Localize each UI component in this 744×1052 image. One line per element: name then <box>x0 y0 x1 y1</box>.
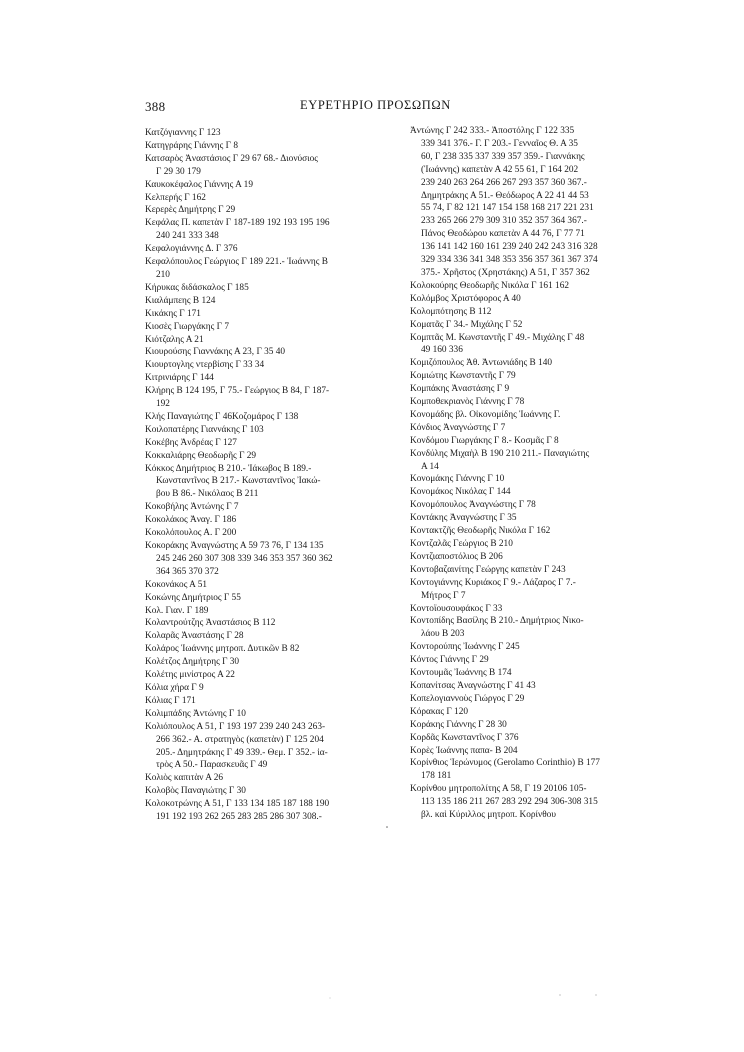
index-entry <box>410 577 655 603</box>
index-entry-line: Κολαρᾶς Ἀναστάσης Γ 28 <box>145 631 244 642</box>
index-entry-continuation: (Ἰωάννης) καπετὰν Α 42 55 61, Γ 164 202 <box>421 164 579 175</box>
index-entry-continuation: 240 241 333 348 <box>156 231 219 242</box>
index-entry <box>145 127 400 140</box>
index-entry-line: Κορὲς Ἰωάννης παπα- Β 204 <box>410 745 518 756</box>
index-entry-continuation: 205.- Δημητράκης Γ 49 339.- Θεμ. Γ 352.- ἰα- <box>156 747 328 758</box>
index-entry <box>145 140 400 153</box>
index-entry <box>145 656 400 669</box>
index-entry-line: Κατσαρὸς Ἀναστάσιος Γ 29 67 68.- Διονύσιος <box>145 153 318 164</box>
index-entry <box>410 538 655 551</box>
index-entry <box>145 359 400 372</box>
running-title: ΕΥΡΕΤΗΡΙΟ ΠΡΟΣΩΠΩΝ <box>300 98 451 112</box>
index-entry-line: Κοκονάκος Α 51 <box>145 579 208 590</box>
index-entry <box>410 680 655 693</box>
index-entry-line: Κομιώτης Κωνσταντῆς Γ 79 <box>410 371 516 382</box>
index-entry-line: Κιουρτογλης ντερβίσης Γ 33 34 <box>145 360 265 371</box>
index-entry-continuation: 178 181 <box>421 771 452 782</box>
index-entry <box>145 630 400 643</box>
index-entry <box>145 514 400 527</box>
index-entry-line: Κοκκαλιάρης Θεοδωρῆς Γ 29 <box>145 450 257 461</box>
index-entry-continuation: Μήτρος Γ 7 <box>421 590 466 601</box>
index-entry <box>410 745 655 758</box>
index-entry-continuation: 339 341 376.- Γ. Γ 203.- Γενναῖος Θ. Α 35 <box>421 138 578 149</box>
index-entry-continuation: 266 362.- Α. στρατηγὸς (καπετὰν) Γ 125 204 <box>156 734 324 745</box>
page-number: 388 <box>145 99 166 114</box>
index-entry-line: Κοπελογιαννοὺς Γιώργος Γ 29 <box>410 693 525 704</box>
index-entry <box>145 785 400 798</box>
index-entry-line: Κονδόμου Γιωργάκης Γ 8.- Κοσμᾶς Γ 8 <box>410 435 559 446</box>
index-entry-line: Κορίνθιος Ἱερώνυμος (Gerolamo Corinthio) Β 177 <box>410 758 600 769</box>
index-entry-line: Κοντάκης Ἀναγνώστης Γ 35 <box>410 513 517 524</box>
index-entry-continuation: βλ. καὶ Κύριλλος μητροπ. Κορίνθου <box>421 810 556 821</box>
index-entry <box>145 540 400 579</box>
index-entry-line: Κήρυκας διδάσκαλος Γ 185 <box>145 282 249 293</box>
index-entry <box>145 592 400 605</box>
index-entry-line: Κόκκος Δημήτριος Β 210.- Ἰάκωβος Β 189.- <box>145 463 312 474</box>
index-entry-line: Κελπερής Γ 162 <box>145 192 206 203</box>
index-entry-continuation: 49 160 336 <box>421 345 463 356</box>
index-entry-line: Κοκέβης Ἀνδρέας Γ 127 <box>145 437 237 448</box>
index-entry <box>145 643 400 656</box>
index-entry-continuation: Κωνσταντῖνος Β 217.- Κωνσταντῖνος Ἰακώ- <box>156 476 321 487</box>
index-entry <box>410 319 655 332</box>
scan-speck <box>330 998 331 999</box>
index-entry-continuation: 113 135 186 211 267 283 292 294 306-308 315 <box>421 797 598 808</box>
index-entry-line: Κολομπότησης Β 112 <box>410 306 492 317</box>
index-entry <box>410 422 655 435</box>
index-entry <box>145 179 400 192</box>
index-entry-line: Κλήρης Β 124 195, Γ 75.- Γεώργιος Β 84, Γ 187- <box>145 386 330 397</box>
index-entry-line: Κιότζαλης Α 21 <box>145 334 204 345</box>
index-entry-line: Κοντοπίδης Βασίλης Β 210.- Δημήτριος Νικο- <box>410 616 584 627</box>
index-entry-continuation: λάου Β 203 <box>421 629 465 640</box>
index-entry <box>410 486 655 499</box>
index-column-left <box>145 127 400 824</box>
index-entry-line: Κομποθεκριανὸς Γιάννης Γ 78 <box>410 397 525 408</box>
index-entry <box>145 411 400 424</box>
index-entry <box>410 603 655 616</box>
index-entry-line: Κεφαλόπουλος Γεώργιος Γ 189 221.- Ἰωάννης Β <box>145 257 328 268</box>
index-entry <box>145 501 400 514</box>
index-entry <box>410 512 655 525</box>
index-entry <box>410 719 655 732</box>
index-entry-line: Κολοκούρης Θεοδωρῆς Νικόλα Γ 161 162 <box>410 280 569 291</box>
scan-speck <box>559 994 560 995</box>
index-entry <box>410 435 655 448</box>
index-entry-line: Κολοκοτρώνης Α 51, Γ 133 134 185 187 188 190 <box>145 799 330 810</box>
index-entry-line: Κολέτζος Δημήτρης Γ 30 <box>145 657 240 668</box>
index-entry <box>145 424 400 437</box>
index-entry <box>410 564 655 577</box>
index-entry <box>410 551 655 564</box>
index-entry-continuation: Δημητράκης Α 51.- Θεόδωρος Α 22 41 44 53 <box>421 190 589 201</box>
index-entry-line: Κόνδιος Ἀναγνώστης Γ 7 <box>410 422 506 433</box>
index-entry <box>410 654 655 667</box>
index-entry-line: Κολάρος Ἰωάννης μητροπ. Δυτικῶν Β 82 <box>145 644 300 655</box>
index-entry <box>410 757 655 783</box>
index-entry-line: Κοκολάκος Ἀναγ. Γ 186 <box>145 515 237 526</box>
index-entry-line: Κόρακας Γ 120 <box>410 706 468 717</box>
index-entry <box>145 617 400 630</box>
index-entry <box>410 332 655 358</box>
index-entry <box>145 295 400 308</box>
index-entry-continuation: 245 246 260 307 308 339 346 353 357 360 362 <box>156 553 333 564</box>
index-entry-line: Κολέτης μινίστρος Α 22 <box>145 670 235 681</box>
index-entry-line: Κολιμπάδης Ἀντώνης Γ 10 <box>145 708 246 719</box>
index-entry <box>145 527 400 540</box>
index-entry <box>410 667 655 680</box>
index-entry-line: Κοντακτζῆς Θεοδωρῆς Νικόλα Γ 162 <box>410 526 551 537</box>
index-entry <box>410 370 655 383</box>
index-entry-line: Κοπανίτσας Ἀναγνώστης Γ 41 43 <box>410 680 536 691</box>
index-entry <box>145 682 400 695</box>
index-entry <box>410 383 655 396</box>
index-entry-line: Κομπτᾶς Μ. Κωνσταντῆς Γ 49.- Μιχάλης Γ 48 <box>410 332 585 343</box>
index-entry-line: Κεφαλογιάννης Δ. Γ 376 <box>145 244 238 255</box>
index-entry-line: Κονομάκης Γιάννης Γ 10 <box>410 474 505 485</box>
index-entry <box>410 615 655 641</box>
index-entry-continuation: 233 265 266 279 309 310 352 357 364 367.- <box>421 216 587 227</box>
index-entry-line: Κιτρινιάρης Γ 144 <box>145 373 214 384</box>
index-entry-line: Κοντζαλᾶς Γεώργιος Β 210 <box>410 539 513 549</box>
index-entry <box>145 708 400 721</box>
index-entry <box>145 217 400 243</box>
index-column-right <box>410 125 655 822</box>
index-entry-line: Κομιζόπουλος Ἀθ. Ἀντωνιάδης Β 140 <box>410 358 552 369</box>
index-entry <box>145 321 400 334</box>
index-entry-line: Κοκοβήλης Ἀντώνης Γ 7 <box>145 502 239 513</box>
index-entry-continuation: 191 192 193 262 265 283 285 286 307 308.- <box>156 812 322 823</box>
index-entry-line: Ἀντώνης Γ 242 333.- Ἀποστόλης Γ 122 335 <box>410 126 575 136</box>
index-entry-line: Κοιλοπατέρης Γιαννάκης Γ 103 <box>145 424 264 435</box>
index-entry-continuation: 192 <box>156 399 170 410</box>
index-entry-line: Κοματᾶς Γ 34.- Μιχάλης Γ 52 <box>410 319 523 330</box>
index-entry-line: Κονομάδης βλ. Οἰκονομίδης Ἰωάννης Γ. <box>410 409 561 420</box>
index-entry-line: Κιουρούσης Γιαννάκης Α 23, Γ 35 40 <box>145 347 286 358</box>
index-entry-line: Κολιόπουλος Α 51, Γ 193 197 239 240 243 263- <box>145 721 326 732</box>
index-entry-line: Κονομόπουλος Ἀναγνώστης Γ 78 <box>410 500 536 511</box>
index-entry-line: Κολόμβος Χριστόφορος Α 40 <box>410 293 521 304</box>
index-entry <box>410 473 655 486</box>
index-entry-line: Κοκολόπουλος Α. Γ 200 <box>145 528 237 539</box>
index-entry <box>145 463 400 502</box>
index-entry-line: Κοντζιαποστόλιος Β 206 <box>410 551 503 562</box>
index-entry-continuation: Γ 29 30 179 <box>156 166 201 177</box>
index-entry <box>410 706 655 719</box>
index-entry-continuation: 55 74, Γ 82 121 147 154 158 168 217 221 231 <box>421 203 594 214</box>
index-entry <box>410 280 655 293</box>
index-entry-line: Κομπάκης Ἀναστάσης Γ 9 <box>410 384 510 395</box>
index-entry-line: Κοράκης Γιάννης Γ 28 30 <box>410 719 507 730</box>
index-entry-line: Κολαντρούτζης Ἀναστάσιος Β 112 <box>145 618 276 629</box>
index-entry <box>145 772 400 785</box>
index-entry <box>410 125 655 280</box>
index-entry-line: Κορδᾶς Κωνσταντῖνος Γ 376 <box>410 732 519 743</box>
index-entry <box>145 579 400 592</box>
index-entry-line: Κοντοβαζαινίτης Γεώργης καπετὰν Γ 243 <box>410 564 566 575</box>
index-entry <box>410 732 655 745</box>
index-entry-continuation: 375.- Χρῆστος (Χρηστάκης) Α 51, Γ 357 362 <box>421 267 590 278</box>
index-entry <box>410 306 655 319</box>
index-entry-continuation: 364 365 370 372 <box>156 566 219 577</box>
index-entry-line: Κόντος Γιάννης Γ 29 <box>410 655 489 666</box>
index-entry <box>410 641 655 654</box>
index-entry <box>145 721 400 773</box>
index-entry-line: Κατηγράρης Γιάννης Γ 8 <box>145 140 239 151</box>
index-entry <box>410 409 655 422</box>
index-entry <box>145 695 400 708</box>
scan-speck <box>386 826 388 828</box>
index-entry-continuation: 136 141 142 160 161 239 240 242 243 316 328 <box>421 242 598 253</box>
index-entry <box>410 396 655 409</box>
index-entry-continuation: βου Β 86.- Νικόλαος Β 211 <box>156 489 259 500</box>
index-entry <box>145 334 400 347</box>
index-entry-line: Κόλιας Γ 171 <box>145 695 196 706</box>
index-entry-line: Καυκοκέφαλος Γιάννης Α 19 <box>145 179 253 190</box>
index-entry-line: Κατζόγιαννης Γ 123 <box>145 128 221 138</box>
index-entry-continuation: 239 240 263 264 266 267 293 357 360 367.- <box>421 177 587 188</box>
index-entry-line: Κοντορούπης Ἰωάννης Γ 245 <box>410 642 520 653</box>
index-entry <box>145 372 400 385</box>
scan-speck <box>595 994 596 995</box>
index-entry-line: Κικάκης Γ 171 <box>145 308 201 319</box>
index-entry-continuation: 210 <box>156 269 170 280</box>
index-entry-line: Κλής Παναγιώτης Γ 46Κοζομάρος Γ 138 <box>145 411 299 422</box>
index-entry <box>410 499 655 512</box>
index-entry <box>410 293 655 306</box>
index-entry <box>410 448 655 474</box>
index-entry <box>145 204 400 217</box>
index-entry-line: Κόλια χήρα Γ 9 <box>145 682 204 693</box>
index-entry <box>145 450 400 463</box>
index-entry-line: Κονδύλης Μιχαὴλ Β 190 210 211.- Παναγιώτης <box>410 448 590 459</box>
index-entry <box>145 346 400 359</box>
index-entry <box>145 192 400 205</box>
index-entry-line: Κιοσὲς Γιωργάκης Γ 7 <box>145 321 229 332</box>
index-entry-continuation: τρὸς Α 50.- Παρασκευᾶς Γ 49 <box>156 760 268 771</box>
index-entry <box>145 385 400 411</box>
index-entry <box>145 256 400 282</box>
index-entry <box>410 783 655 822</box>
index-entry-continuation: 60, Γ 238 335 337 339 357 359.- Γιαννάκης <box>421 151 585 162</box>
index-entry-line: Κοντουμᾶς Ἰωάννης Β 174 <box>410 668 512 679</box>
index-entry-line: Κολ. Γιαν. Γ 189 <box>145 605 209 616</box>
index-entry <box>410 525 655 538</box>
index-entry <box>145 605 400 618</box>
index-entry-line: Κιαλάμπεης Β 124 <box>145 295 216 306</box>
index-entry-line: Κοντοϊουσουφάκος Γ 33 <box>410 603 503 614</box>
index-entry-line: Κονομάκος Νικόλας Γ 144 <box>410 487 511 498</box>
index-entry <box>145 153 400 179</box>
index-entry <box>145 437 400 450</box>
index-entry-line: Κοντογιάννης Κυριάκος Γ 9.- Λάζαρος Γ 7.- <box>410 577 576 588</box>
index-entry <box>145 308 400 321</box>
index-entry-line: Κοκοράκης Ἀναγνώστης Α 59 73 76, Γ 134 135 <box>145 541 324 551</box>
index-entry <box>145 798 400 824</box>
index-entry <box>145 243 400 256</box>
index-entry <box>145 669 400 682</box>
index-entry-line: Κορίνθου μητροπολίτης Α 58, Γ 19 20106 105- <box>410 784 587 795</box>
index-entry-continuation: Α 14 <box>421 461 439 472</box>
index-entry-line: Κεφάλας Π. καπετὰν Γ 187-189 192 193 195 196 <box>145 218 330 229</box>
index-entry-continuation: Πάνος Θεοδώρου καπετὰν Α 44 76, Γ 77 71 <box>421 229 585 240</box>
index-entry-line: Κολοβὸς Παναγιώτης Γ 30 <box>145 786 246 797</box>
index-entry <box>410 693 655 706</box>
index-entry-line: Κοκώνης Δημήτριος Γ 55 <box>145 592 241 603</box>
index-entry-continuation: 329 334 336 341 348 353 356 357 361 367 374 <box>421 255 598 266</box>
index-entry-line: Κερερὲς Δημήτρης Γ 29 <box>145 205 236 216</box>
index-entry <box>410 357 655 370</box>
index-entry-line: Κολιὸς καπιτὰν Α 26 <box>145 773 224 784</box>
index-entry <box>145 282 400 295</box>
